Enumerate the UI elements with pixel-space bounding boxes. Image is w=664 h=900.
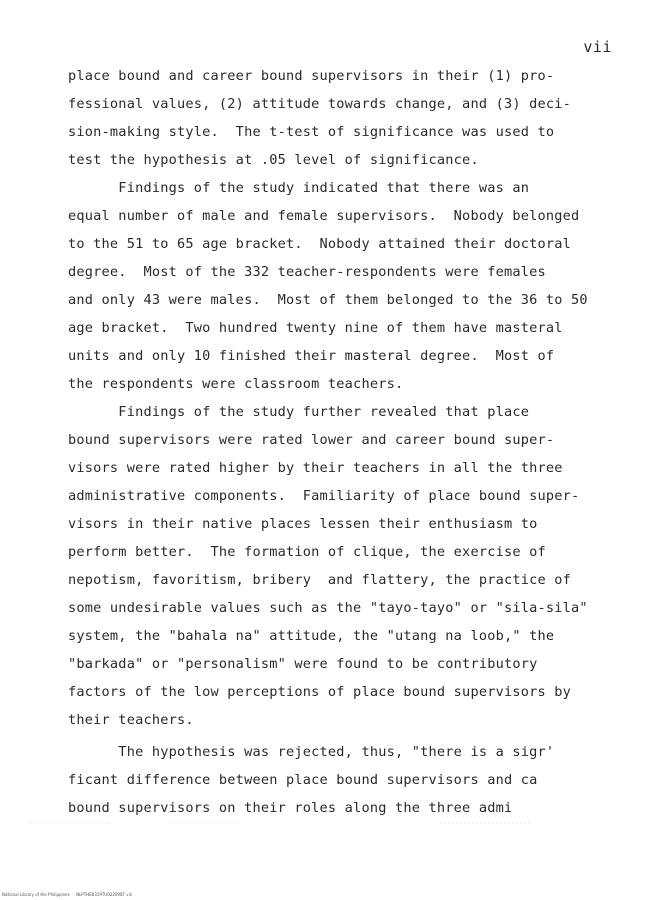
text-line: to the 51 to 65 age bracket. Nobody attained their doctoral	[68, 236, 572, 252]
text-line: equal number of male and female supervisors. Nobody belonged	[68, 208, 580, 224]
text-line: degree. Most of the 332 teacher-respondents were females	[68, 264, 546, 280]
text-line: the respondents were classroom teachers.	[68, 376, 404, 392]
text-line: system, the "bahala na" attitude, the "utang na loob," the	[68, 628, 555, 644]
text-line: factors of the low perceptions of place bound supervisors by	[68, 684, 572, 700]
text-line: ficant difference between place bound supervisors and ca	[68, 772, 538, 788]
text-line: age bracket. Two hundred twenty nine of them have masteral	[68, 320, 563, 336]
text-line: some undesirable values such as the "tayo-tayo" or "sila-sila"	[68, 600, 588, 616]
text-line: Findings of the study further revealed that place	[68, 404, 530, 420]
text-line: their teachers.	[68, 712, 194, 728]
text-line: The hypothesis was rejected, thus, "there is a sigr'	[68, 744, 555, 760]
text-line: nepotism, favoritism, bribery and flattery, the practice of	[68, 572, 572, 588]
footer-watermark: National Library of the Philippines NLPTHE8319TU022098T viii	[2, 892, 132, 897]
text-line: bound supervisors on their roles along the three admi	[68, 800, 513, 816]
scan-noise	[30, 822, 110, 824]
text-line: "barkada" or "personalism" were found to be contributory	[68, 656, 538, 672]
text-line: Findings of the study indicated that there was an	[68, 180, 530, 196]
text-line: sion-making style. The t-test of significance was used to	[68, 124, 555, 140]
text-line: units and only 10 finished their masteral degree. Most of	[68, 348, 555, 364]
text-line: fessional values, (2) attitude towards change, and (3) deci-	[68, 96, 572, 112]
text-line: and only 43 were males. Most of them belonged to the 36 to 50	[68, 292, 588, 308]
text-line: test the hypothesis at .05 level of significance.	[68, 152, 479, 168]
text-line: bound supervisors were rated lower and career bound super-	[68, 432, 555, 448]
text-line: visors were rated higher by their teachers in all the three	[68, 460, 563, 476]
page-number: vii	[583, 38, 612, 56]
scan-noise	[170, 822, 240, 824]
text-line: place bound and career bound supervisors in their (1) pro-	[68, 68, 555, 84]
scan-noise	[440, 822, 530, 824]
text-line: perform better. The formation of clique, the exercise of	[68, 544, 546, 560]
text-line: visors in their native places lessen their enthusiasm to	[68, 516, 538, 532]
text-line: administrative components. Familiarity of place bound super-	[68, 488, 580, 504]
